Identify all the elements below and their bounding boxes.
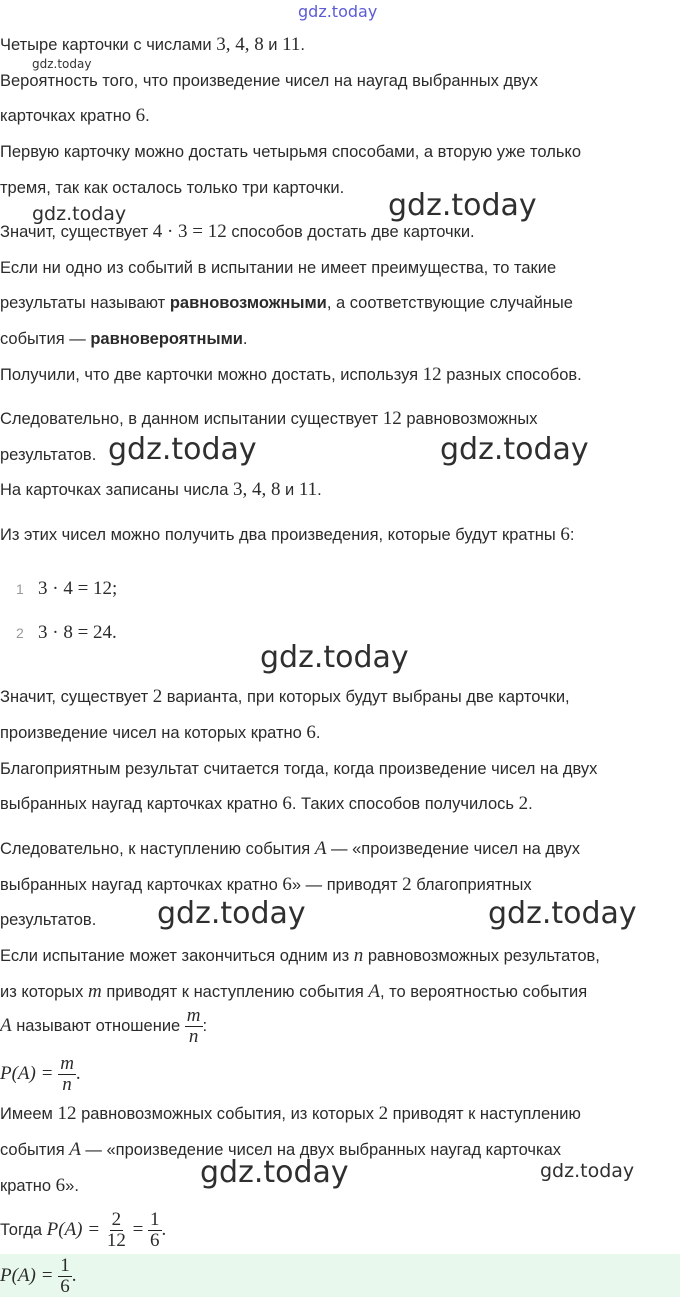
paragraph-numbers: На карточках записаны числа 3, 4, 8 и 11. bbox=[0, 479, 322, 500]
list-item bbox=[0, 578, 117, 600]
list-number: 2 bbox=[16, 625, 24, 641]
list-item bbox=[0, 622, 117, 644]
list-expression: 3 · 4 = 12; bbox=[38, 578, 118, 599]
watermark-small: gdz.today bbox=[32, 57, 92, 71]
paragraph-ways-cont: тремя, так как осталось только три карточки. bbox=[0, 179, 345, 197]
watermark-large: gdz.today bbox=[260, 640, 409, 675]
paragraph-event-cont: выбранных наугад карточках кратно 6» — приводят 2 благоприятных bbox=[0, 874, 532, 895]
paragraph-total: Значит, существует 4 · 3 = 12 способов достать две карточки. bbox=[0, 221, 475, 242]
paragraph-have-end: кратно 6». bbox=[0, 1175, 79, 1196]
watermark-medium: gdz.today bbox=[540, 1160, 635, 1182]
list-number: 1 bbox=[16, 581, 24, 597]
paragraph-ways: Первую карточку можно достать четырьмя способами, а вторую уже только bbox=[0, 143, 582, 161]
watermark-large: gdz.today bbox=[440, 432, 589, 467]
paragraph-variants-cont: произведение чисел на которых кратно 6. bbox=[0, 722, 321, 743]
paragraph-consequently: Следовательно, в данном испытании существует 12 равновозможных bbox=[0, 408, 538, 429]
watermark-large: gdz.today bbox=[488, 896, 637, 931]
fraction: $\frac{m}{n}$ bbox=[186, 1005, 201, 1047]
paragraph-definition: Если ни одно из событий в испытании не имеет преимущества, то такие bbox=[0, 259, 557, 277]
watermark-large: gdz.today bbox=[108, 432, 257, 467]
paragraph-variants: Значит, существует 2 варианта, при которых будут выбраны две карточки, bbox=[0, 686, 570, 707]
paragraph-have-cont: события A — «произведение чисел на двух выбранных наугад карточках bbox=[0, 1139, 562, 1160]
paragraph-definition-cont: результаты называют равновозможными, а соответствующие случайные bbox=[0, 294, 573, 312]
paragraph-event-end: результатов. bbox=[0, 911, 97, 929]
paragraph-got: Получили, что две карточки можно достать, используя 12 разных способов. bbox=[0, 364, 582, 385]
watermark-large: gdz.today bbox=[200, 1155, 349, 1190]
paragraph-rule-end: A называют отношение $\frac{m}{n}$ : bbox=[0, 1005, 208, 1047]
paragraph-rule: Если испытание может закончиться одним из n равновозможных результатов, bbox=[0, 945, 600, 966]
fraction: $\frac{1}{6}$ bbox=[60, 1255, 70, 1297]
paragraph-probability: Вероятность того, что произведение чисел на наугад выбранных двух bbox=[0, 72, 538, 90]
paragraph-favorable-cont: выбранных наугад карточках кратно 6. Таких способов получилось 2. bbox=[0, 793, 533, 814]
paragraph-event: Следовательно, к наступлению события A — «произведение чисел на двух bbox=[0, 838, 580, 859]
watermark-medium: gdz.today bbox=[32, 203, 127, 225]
formula-then: Тогда P(A) = $\frac{2}{12}$ = $\frac{1}{6}$ . bbox=[0, 1209, 167, 1251]
watermark-large: gdz.today bbox=[388, 188, 537, 223]
answer-formula: P(A) = $\frac{1}{6}$ . bbox=[0, 1255, 77, 1297]
watermark-top: gdz.today bbox=[298, 2, 378, 21]
answer-box bbox=[0, 1254, 680, 1297]
paragraph-favorable: Благоприятным результат считается тогда, когда произведение чисел на двух bbox=[0, 760, 598, 778]
paragraph-rule-cont: из которых m приводят к наступлению события A, то вероятностью события bbox=[0, 981, 588, 1002]
paragraph-definition-end: события — равновероятными. bbox=[0, 330, 248, 348]
watermark-large: gdz.today bbox=[157, 896, 306, 931]
paragraph-products: Из этих чисел можно получить два произведения, которые будут кратны 6: bbox=[0, 524, 575, 545]
paragraph-have: Имеем 12 равновозможных события, из которых 2 приводят к наступлению bbox=[0, 1103, 581, 1124]
formula-probability: P(A) = $\frac{m}{n}$ . bbox=[0, 1053, 81, 1095]
list-expression: 3 · 8 = 24. bbox=[38, 622, 117, 643]
fraction: $\frac{m}{n}$ bbox=[60, 1053, 74, 1095]
paragraph-consequently-cont: результатов. bbox=[0, 446, 97, 464]
paragraph-cards: Четыре карточки с числами 3, 4, 8 и 11. bbox=[0, 34, 305, 55]
fraction: $\frac{1}{6}$ bbox=[150, 1209, 160, 1251]
paragraph-probability-cont: карточках кратно 6. bbox=[0, 105, 150, 126]
fraction: $\frac{2}{12}$ bbox=[106, 1209, 126, 1251]
